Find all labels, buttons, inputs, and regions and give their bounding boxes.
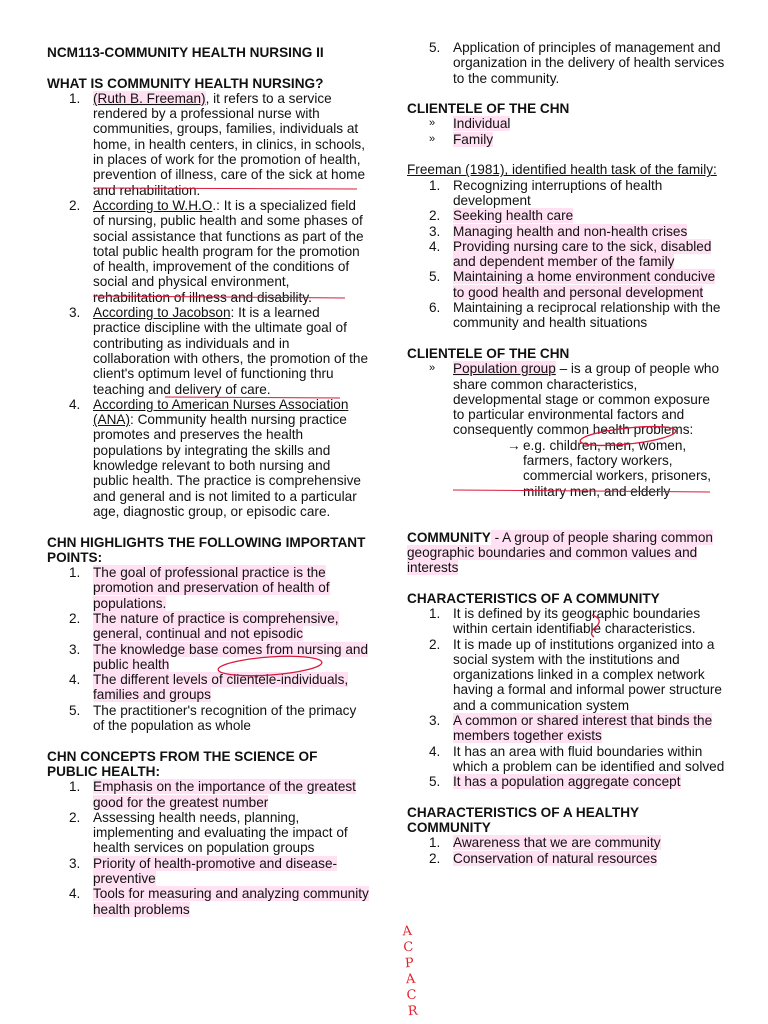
list-item: 2. Conservation of natural resources	[429, 850, 658, 866]
list-item: 3. A common or shared interest that binds the members together exists	[429, 713, 713, 744]
definition-source: According to American Nurses Association (ANA)	[93, 396, 349, 428]
list-item: 4. Providing nursing care to the sick, disabled and dependent member of the family	[429, 238, 712, 270]
section-heading-concepts: CHN CONCEPTS FROM THE SCIENCE OF PUBLIC HEALTH:	[47, 748, 318, 779]
list-item: 6. Maintaining a reciprocal relationship with the community and health situations	[429, 300, 721, 331]
list-item: 1. It is defined by its geographic boundaries within certain identifiable characteristics.	[429, 605, 701, 637]
list-item: 3. According to Jacobson: It is a learned practice discipline with the ultimate goal of contributing as individuals and in collaboration with others, the promotion of the client's optimum level of functioning thru teaching and delivery of care.	[69, 305, 369, 397]
population-examples: → e.g. children, men, women, farmers, factory workers, commercial workers, prisoners, military men, and elderly	[507, 437, 712, 499]
section-heading-what-is-chn: WHAT IS COMMUNITY HEALTH NURSING?	[47, 75, 324, 91]
list-item: 5. The practitioner's recognition of the primacy of the population as whole	[69, 702, 357, 734]
community-term: COMMUNITY	[407, 529, 491, 545]
handwritten-margin-note: A C P A C R	[401, 923, 419, 1020]
list-item: 1. Awareness that we are community	[429, 835, 661, 851]
section-heading-highlights: CHN HIGHLIGHTS THE FOLLOWING IMPORTANT POINTS:	[47, 534, 366, 565]
list-item: 3. The knowledge base comes from nursing and public health	[69, 641, 369, 672]
population-group-list	[407, 361, 725, 437]
list-item: » Population group – is a group of people who share common characteristics, developmental stage or common exposure to particular environmental factors and consequently common health problems:	[429, 361, 720, 438]
family-health-tasks-list	[407, 178, 725, 331]
definitions-list	[47, 91, 369, 519]
left-column	[47, 40, 369, 917]
list-item: 3. Managing health and non-health crises	[429, 223, 688, 239]
list-item: 5. Application of principles of management and organization in the delivery of health services to the community.	[429, 40, 725, 86]
section-heading-clientele-2: CLIENTELE OF THE CHN	[407, 345, 570, 361]
healthy-community-list	[407, 835, 725, 866]
community-definition: COMMUNITY - A group of people sharing common geographic boundaries and common values and interests	[407, 529, 713, 576]
list-item: 1. Recognizing interruptions of health development	[429, 177, 663, 208]
continued-list	[407, 40, 725, 86]
section-heading-clientele: CLIENTELE OF THE CHN	[407, 101, 570, 117]
section-heading-healthy-community: CHARACTERISTICS OF A HEALTHY COMMUNITY	[407, 804, 639, 836]
document-title: NCM113-COMMUNITY HEALTH NURSING II	[47, 45, 324, 60]
list-item: 2. Assessing health needs, planning, implementing and evaluating the impact of health services on population groups	[69, 809, 348, 856]
definition-source: According to Jacobson	[93, 305, 231, 321]
clientele-list	[407, 116, 725, 147]
list-item: 2. It is made up of institutions organized into a social system with the institutions and organizations linked in a complex network having a formal and informal power structure and a communication system	[429, 636, 722, 713]
list-item: 4. According to American Nurses Association (ANA): Community health nursing practice promotes and preserves the health populations by integrating the skills and knowledge relevant to both nursing and public health. The practice is comprehensive and general and is not limited to a particular age, diagnostic group, or episodic care.	[69, 396, 361, 519]
right-column	[407, 40, 725, 866]
list-item: » Individual	[429, 116, 511, 132]
list-item: 3. Priority of health-promotive and disease-preventive	[69, 855, 338, 887]
list-item: 5. Maintaining a home environment conducive to good health and personal development	[429, 269, 716, 300]
section-heading-characteristics: CHARACTERISTICS OF A COMMUNITY	[407, 590, 660, 606]
concepts-list	[47, 779, 369, 917]
population-group-term: Population group	[453, 361, 556, 377]
freeman-intro: Freeman (1981), identified health task of the family:	[407, 162, 717, 178]
list-item: 1. (Ruth B. Freeman), it refers to a service rendered by a professional nurse with communities, groups, families, individuals at home, in health centers, in clinics, in schools, in places of work for the promotion of health, prevention of illness, care of the sick at home and rehabilitation.	[69, 90, 366, 198]
list-item: 5. It has a population aggregate concept	[429, 774, 681, 790]
highlights-list	[47, 565, 369, 733]
list-item: 4. Tools for measuring and analyzing community health problems	[69, 886, 369, 917]
list-item: 4. It has an area with fluid boundaries within which a problem can be identified and solved	[429, 743, 725, 774]
community-characteristics-list	[407, 606, 725, 790]
list-item: 2. The nature of practice is comprehensive, general, continual and not episodic	[69, 610, 339, 642]
list-item: » Family	[429, 131, 494, 147]
list-item: 2. Seeking health care	[429, 208, 574, 224]
list-item: 1. The goal of professional practice is the promotion and preservation of health of populations.	[69, 565, 330, 611]
list-item: 1. Emphasis on the importance of the greatest good for the greatest number	[69, 779, 356, 810]
definition-source: According to W.H.O	[93, 197, 213, 213]
definition-source: (Ruth B. Freeman)	[93, 90, 206, 106]
list-item: 2. According to W.H.O.: It is a specialized field of nursing, public health and some phases of social assistance that functions as part of the total public health program for the promotion of health, improvement of the conditions of social and physical environment, rehabilitation of illness and disability.	[69, 197, 364, 305]
list-item: 4. The different levels of clientele-individuals, families and groups	[69, 672, 349, 703]
